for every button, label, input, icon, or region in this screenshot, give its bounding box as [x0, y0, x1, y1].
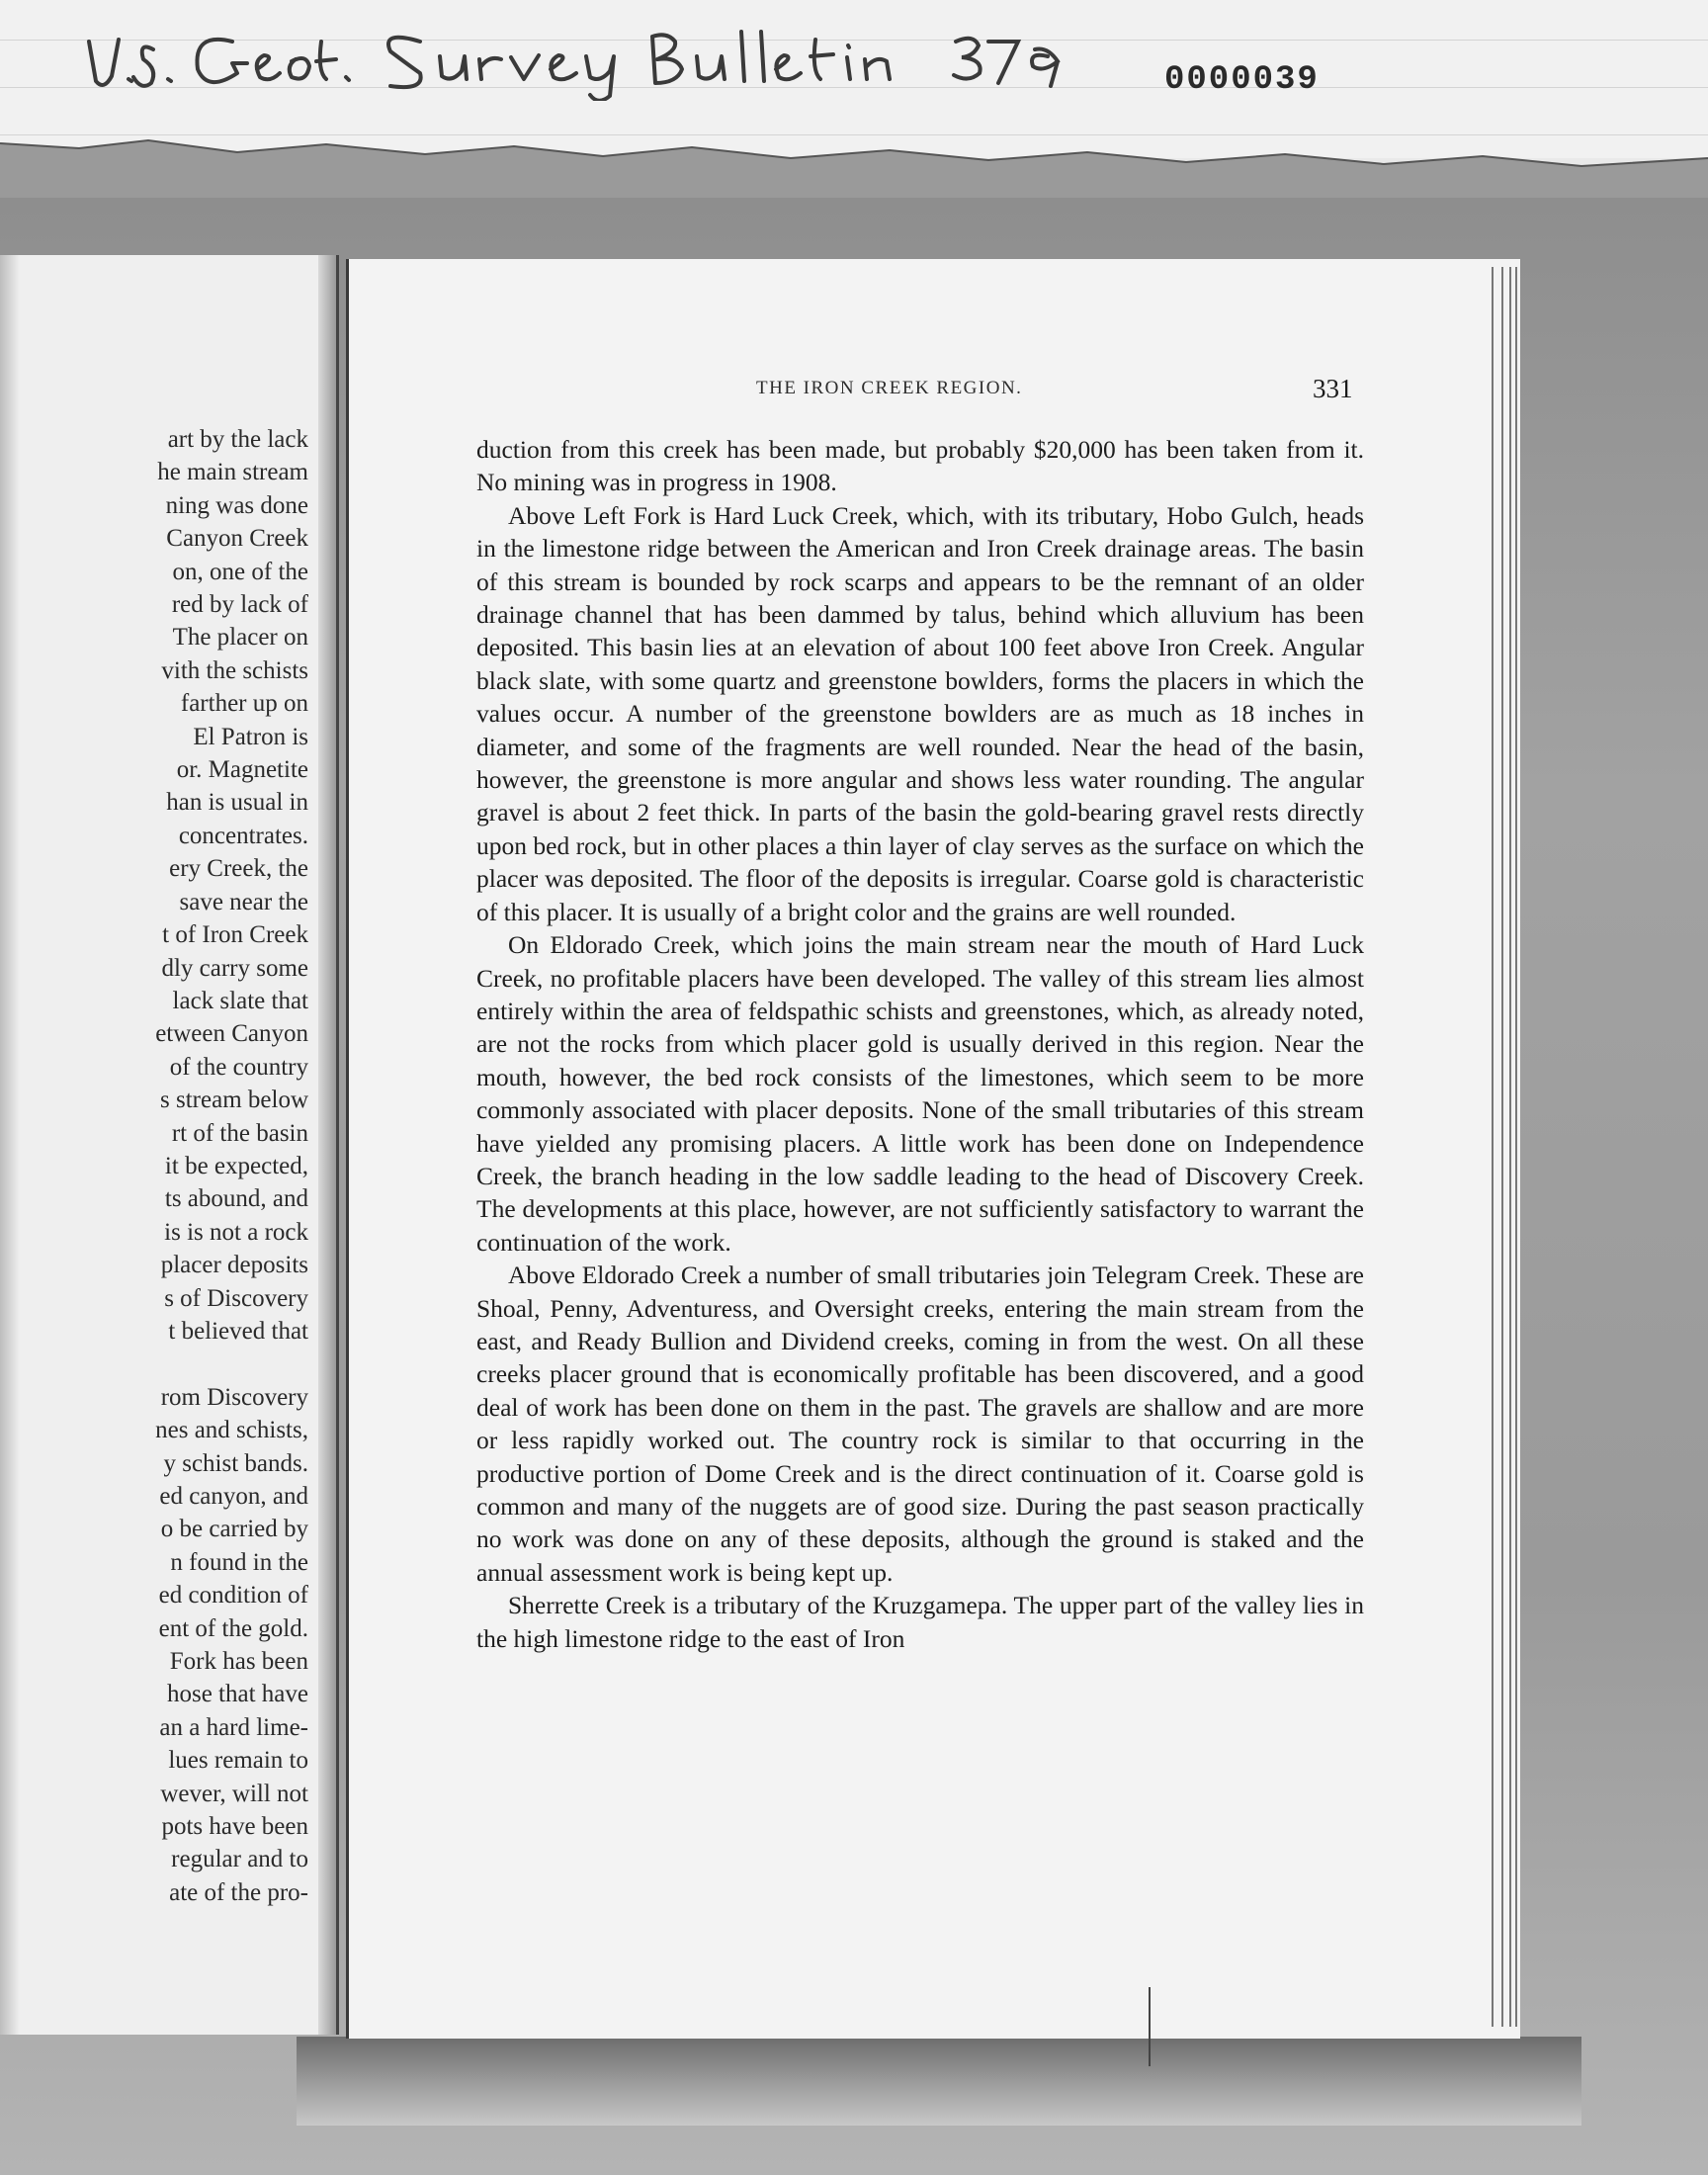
left-line: pots have been: [161, 1813, 308, 1841]
left-line: vith the schists: [161, 656, 308, 684]
left-line: is is not a rock: [164, 1218, 308, 1246]
paragraph: Above Left Fork is Hard Luck Creek, which, with its tributary, Hobo Gulch, heads in the limestone ridge between the American and Iron Creek drainage areas. The basin of this stream is bounded by rock scarps and appears to be the remnant of an older drainage channel that has been dammed by talus, behind which alluvium has been deposited. This basin lies at an elevation of about 100 feet above Iron Creek. Angular black slate, with some quartz and greenstone bowlders, forms the placers in which the values occur. A number of the greenstone bowlders are as much as 18 inches in diameter, and some of the fragments are well rounded. Near the head of the basin, however, the greenstone is more angular and shows less water rounding. The angular gravel is about 2 feet thick. In parts of the basin the gold-bearing gravel rests directly upon bed rock, but in other places a thin layer of clay serves as the surface on which the placer was deposited. The floor of the deposits is irregular. Coarse gold is characteristic of this placer. It is usually of a bright color and the grains are well rounded.: [476, 500, 1364, 926]
left-line: it be expected,: [164, 1152, 308, 1179]
left-line: nes and schists,: [155, 1417, 308, 1444]
handwritten-note: [84, 12, 1211, 101]
handwritten-note-drawing: [84, 12, 1211, 101]
left-line: wever, will not: [160, 1780, 308, 1807]
left-line: t of Iron Creek: [162, 921, 308, 949]
paragraph: duction from this creek has been made, but probably $20,000 has been taken from it. No mining was in progress in 1908.: [476, 435, 1364, 497]
left-line: y schist bands.: [163, 1449, 308, 1477]
page-stack-edges: [1488, 267, 1547, 2027]
left-line: ed canyon, and: [159, 1482, 308, 1510]
left-line: on, one of the: [172, 558, 308, 585]
page-edge-line: [1515, 267, 1517, 2027]
page-edge-line: [1492, 267, 1494, 2027]
left-line: concentrates.: [178, 822, 308, 849]
left-line: s stream below: [160, 1087, 308, 1114]
left-line: or. Magnetite: [176, 756, 308, 784]
paragraph: On Eldorado Creek, which joins the main stream near the mouth of Hard Luck Creek, no profitable placers have been developed. The valley of this stream lies almost entirely within the area of feldspathic schists and greenstones, which, as already noted, are not the rocks from which placer gold is usually derived in this region. Near the mouth, however, the bed rock consists of the limestones, which seem to be more commonly associated with placer deposits. None of the small tributaries of this stream have yielded any promising placers. A little work has been done on Independence Creek, the branch heading in the low saddle leading to the head of Discovery Creek. The developments at this place, however, are not sufficiently satisfactory to warrant the continuation of the work.: [476, 930, 1364, 1257]
left-paragraph-gap: [22, 1348, 308, 1380]
left-line: t believed that: [168, 1317, 308, 1345]
left-line: The placer on: [172, 624, 308, 652]
left-line: ed condition of: [158, 1582, 308, 1610]
left-page-gutter: [318, 255, 336, 2035]
left-line: hose that have: [166, 1681, 308, 1708]
left-line: han is usual in: [166, 789, 308, 817]
left-line: ate of the pro-: [169, 1878, 308, 1906]
body-text: [476, 433, 1364, 1655]
left-line: lues remain to: [168, 1747, 308, 1775]
left-line: El Patron is: [193, 723, 308, 750]
running-head: THE IRON CREEK REGION.: [756, 378, 1023, 398]
left-line: ts abound, and: [164, 1185, 308, 1213]
left-line: etween Canyon: [155, 1020, 308, 1048]
left-page: [0, 255, 339, 2035]
left-line: of the country: [169, 1053, 308, 1081]
left-line: Fork has been: [169, 1648, 308, 1676]
left-line: art by the lack: [167, 426, 308, 453]
left-line: ent of the gold.: [158, 1614, 308, 1642]
left-line: rt of the basin: [171, 1119, 308, 1147]
left-page-text: [22, 423, 308, 1909]
paragraph: Above Eldorado Creek a number of small tributaries join Telegram Creek. These are Shoal, Penny, Adventuress, and Oversight creeks, entering the main stream from the east, and Ready Bullion and Dividend creeks, coming in from the west. On all these creeks placer ground that is economically profitable has been discovered, and a good deal of work has been done on them in the past. The gravels are shallow and are more or less rapidly worked out. The country rock is similar to that occurring in the productive portion of Dome Creek and is the direct continuation of it. Coarse gold is common and many of the nuggets are of good size. During the past season practically no work was done on any of these deposits, although the ground is staked and the annual assessment work is being kept up.: [476, 1261, 1364, 1587]
stamp-number: 0000039: [1164, 61, 1320, 99]
left-line: lack slate that: [172, 987, 308, 1014]
left-line: ning was done: [165, 491, 308, 519]
left-line: n found in the: [170, 1548, 308, 1576]
page-edge-line: [1501, 267, 1503, 2027]
page-number: 331: [1313, 374, 1353, 403]
left-line: s of Discovery: [164, 1284, 308, 1312]
page-crease-mark: [1149, 1987, 1151, 2066]
left-line: regular and to: [171, 1846, 308, 1873]
left-line: dly carry some: [161, 954, 308, 982]
paragraph: Sherrette Creek is a tributary of the Kruzgamepa. The upper part of the valley lies in the high limestone ridge to the east of Iron: [476, 1591, 1364, 1653]
left-line: save near the: [179, 888, 308, 915]
page-edge-line: [1509, 267, 1511, 2027]
left-line: placer deposits: [160, 1252, 308, 1279]
left-line: rom Discovery: [160, 1383, 308, 1411]
left-line: o be carried by: [160, 1516, 308, 1543]
left-line: ery Creek, the: [169, 855, 308, 883]
left-line: Canyon Creek: [166, 525, 308, 553]
left-line: he main stream: [157, 459, 308, 486]
left-page-edge-shade: [0, 255, 20, 2035]
left-line: an a hard lime-: [159, 1713, 308, 1741]
book-shadow: [297, 2037, 1581, 2126]
left-line: farther up on: [180, 690, 308, 718]
left-line: red by lack of: [171, 591, 308, 619]
